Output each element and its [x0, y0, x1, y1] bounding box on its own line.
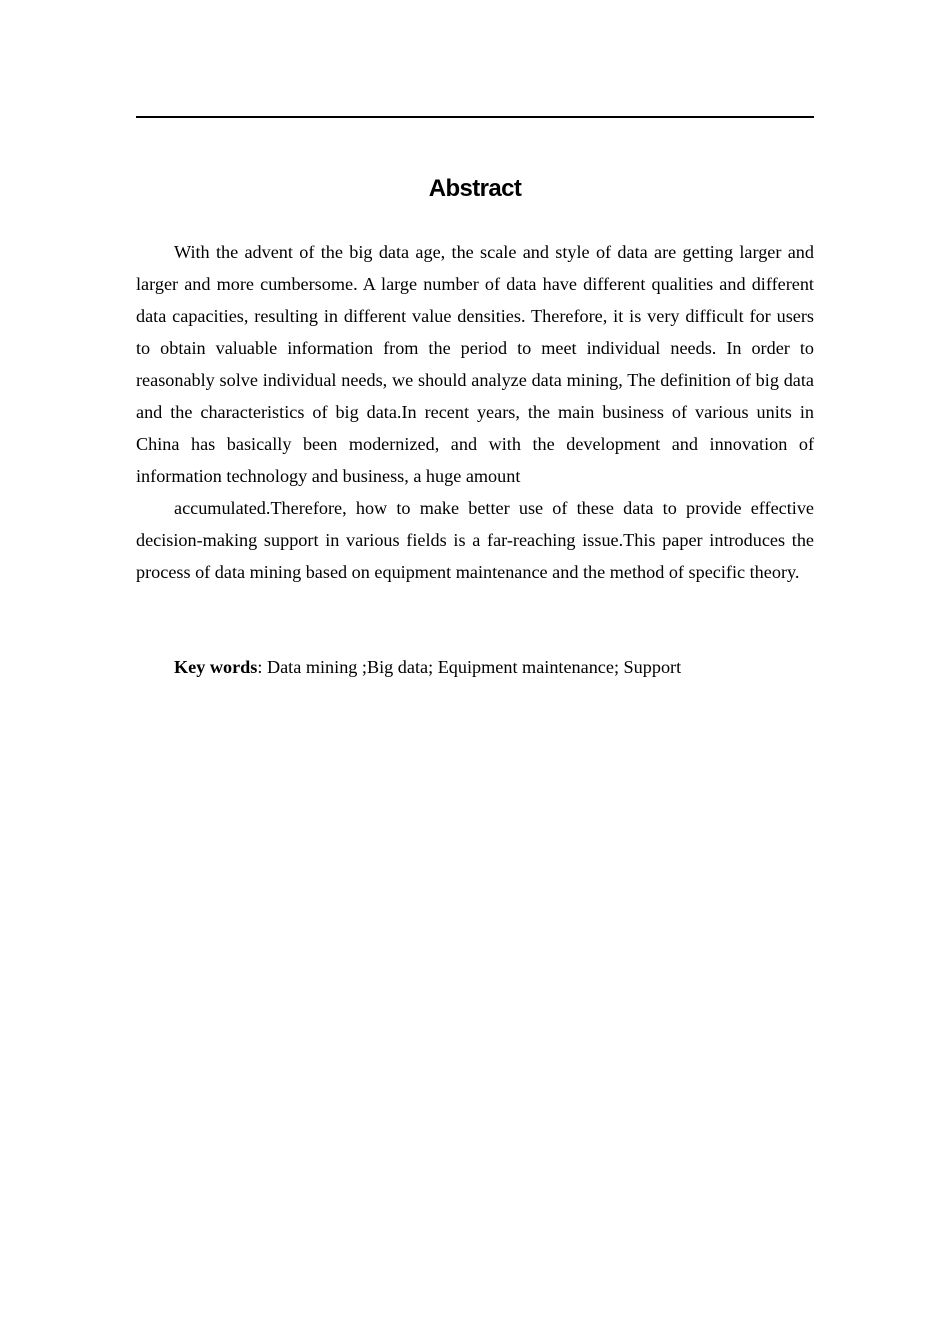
keywords-text: Data mining ;Big data; Equipment maintenance; Support	[266, 657, 682, 677]
abstract-paragraph-2: accumulated.Therefore, how to make better use of these data to provide effective decision-making support in various fields is a far-reaching issue.This paper introduces the process of data mining based on equipment maintenance and the method of specific theory.	[136, 498, 814, 582]
keywords-label: Key words	[174, 657, 258, 677]
keywords-separator: :	[257, 657, 267, 677]
keywords-line	[136, 651, 814, 683]
page-title: Abstract	[428, 175, 522, 202]
header-rule	[136, 116, 814, 118]
abstract-paragraph-1: With the advent of the big data age, the scale and style of data are getting larger and larger and more cumbersome. A large number of data have different qualities and different data capacities, resulting in different value densities. Therefore, it is very difficult for users to obtain valuable information from the period to meet individual needs. In order to reasonably solve individual needs, we should analyze data mining, The definition of big data and the characteristics of big data.In recent years, the main business of various units in China has basically been modernized, and with the development and innovation of information technology and business, a huge amount	[136, 242, 814, 486]
abstract-body	[136, 236, 814, 588]
